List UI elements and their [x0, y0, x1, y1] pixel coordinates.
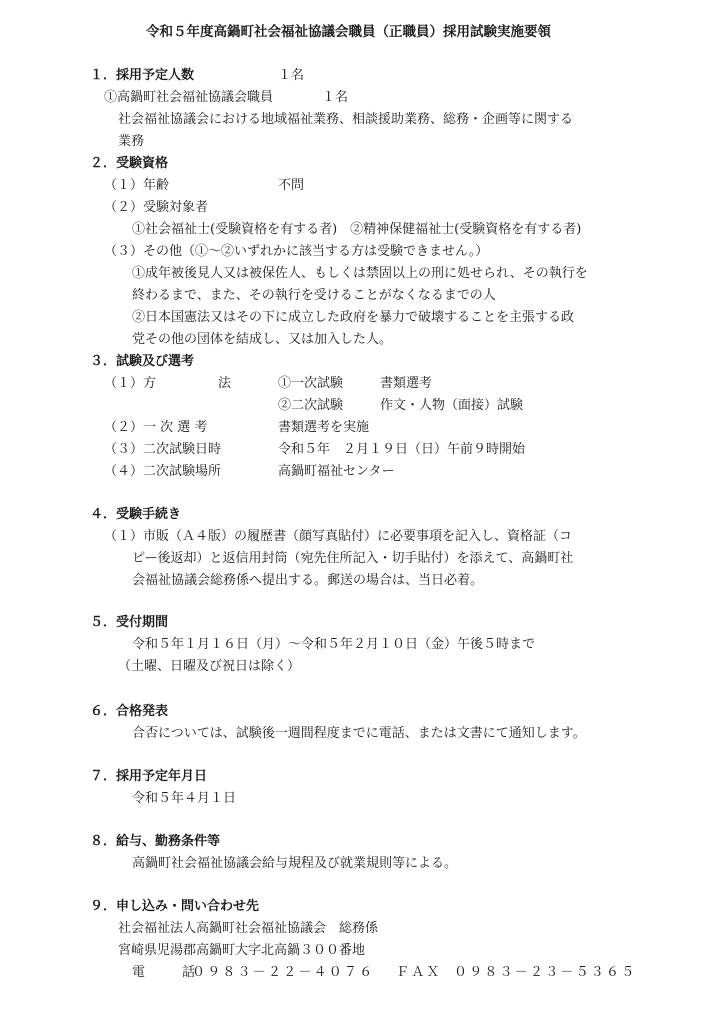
- contact-organization: 社会福祉法人高鍋町社会福祉協議会 総務係: [118, 921, 379, 936]
- section-1-heading: １．採用予定人数: [90, 68, 195, 83]
- section-6-heading: ６．合格発表: [90, 704, 169, 719]
- age-label: （１）年齢: [104, 178, 170, 193]
- result-notice: 合否については、試験後一週間程度までに電話、または文書にて通知します。: [132, 726, 586, 741]
- fax-number: ０９８３－２３－５３６５: [454, 965, 637, 980]
- position-description-cont: 業務: [118, 134, 145, 149]
- section-5-heading: ５．受付期間: [90, 615, 169, 630]
- exclusion-1: ①成年被後見人又は被保佐人、もしくは禁固以上の刑に処せられ、その執行を: [132, 266, 588, 281]
- application-period: 令和５年１月１６日（月）～令和５年２月１０日（金）午後５時まで: [132, 637, 536, 652]
- exclusion-1-cont: 終わるまで、また、その執行を受けることがなくなるまでの人: [132, 288, 496, 303]
- first-selection-value: 書類選考を実施: [278, 420, 370, 435]
- section-3-heading: ３．試験及び選考: [90, 354, 195, 369]
- second-exam-place-label: （４）二次試験場所: [104, 464, 222, 479]
- phone-number: ０９８３－２２－４０７６: [192, 965, 375, 980]
- first-exam: ①一次試験: [278, 376, 344, 391]
- application-period-note: （土曜、日曜及び祝日は除く）: [118, 659, 301, 674]
- section-7-heading: ７．採用予定年月日: [90, 769, 208, 784]
- document-title: 令和５年度高鍋町社会福祉協議会職員（正職員）採用試験実施要領: [146, 24, 551, 40]
- method-label-end: 法: [218, 376, 232, 391]
- fax-label: ＦＡＸ: [396, 965, 442, 980]
- position-description: 社会福祉協議会における地域福祉業務、相談援助業務、総務・企画等に関する: [118, 112, 574, 127]
- procedure-line-2: ピー後返却）と返信用封筒（宛先住所記入・切手貼付）を添えて、高鍋町社: [132, 551, 574, 566]
- target-label: （２）受験対象者: [104, 200, 209, 215]
- procedure-line-3: 会福祉協議会総務係へ提出する。郵送の場合は、当日必着。: [132, 573, 484, 588]
- first-exam-desc: 書類選考: [380, 376, 433, 391]
- second-exam-place-value: 高鍋町福祉センター: [278, 464, 395, 479]
- contact-address: 宮崎県児湯郡高鍋町大字北高鍋３００番地: [118, 943, 366, 958]
- salary-conditions: 高鍋町社会福祉協議会給与規程及び就業規則等による。: [132, 856, 458, 871]
- section-4-heading: ４．受験手続き: [90, 507, 182, 522]
- age-value: 不問: [278, 178, 305, 193]
- section-2-heading: ２．受験資格: [90, 156, 169, 171]
- section-9-heading: ９．申し込み・問い合わせ先: [90, 899, 260, 914]
- section-8-heading: ８．給与、勤務条件等: [90, 834, 221, 849]
- phone-label: 電 話: [132, 965, 208, 980]
- position-name: ①高鍋町社会福祉協議会職員: [104, 90, 274, 105]
- hire-date: 令和５年４月１日: [132, 791, 237, 806]
- hiring-count: １名: [278, 68, 305, 83]
- second-exam: ②二次試験: [278, 398, 344, 413]
- position-count: １名: [322, 90, 349, 105]
- exclusion-2-cont: 党その他の団体を結成し、又は加入した人。: [132, 332, 393, 347]
- second-exam-date-value: 令和５年 ２月１９日（日）午前９時開始: [278, 442, 526, 457]
- other-label: （３）その他（①～②いずれかに該当する方は受験できません。）: [104, 244, 489, 259]
- target-value: ①社会福祉士(受験資格を有する者) ②精神保健福祉士(受験資格を有する者): [132, 222, 582, 237]
- procedure-line-1: （１）市販（Ａ４版）の履歴書（顔写真貼付）に必要事項を記入し、資格証（コ: [104, 529, 573, 544]
- second-exam-desc: 作文・人物（面接）試験: [380, 398, 524, 413]
- method-label: （１）方: [104, 376, 157, 391]
- first-selection-label: （２）一 次 選 考: [104, 420, 208, 435]
- exclusion-2: ②日本国憲法又はその下に成立した政府を暴力で破壊することを主張する政: [132, 310, 575, 325]
- second-exam-date-label: （３）二次試験日時: [104, 442, 222, 457]
